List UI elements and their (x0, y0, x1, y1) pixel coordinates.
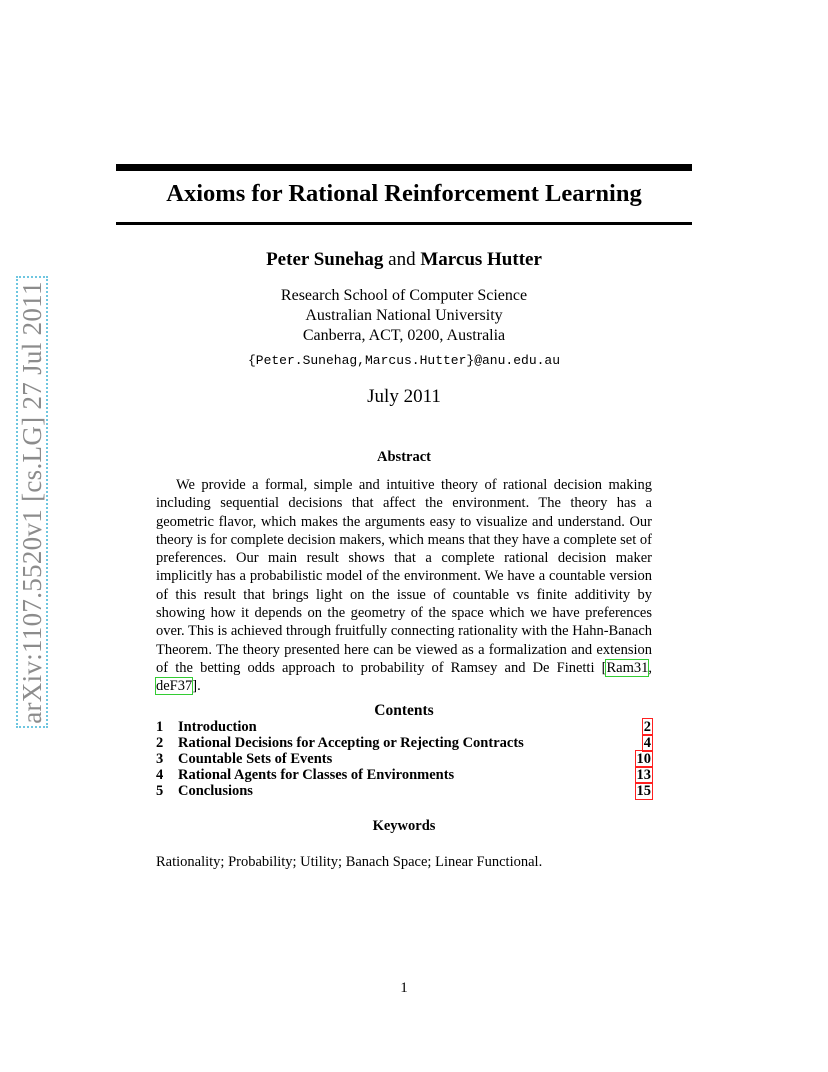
toc-entry-page-link[interactable] (643, 735, 652, 751)
paper-title: Axioms for Rational Reinforcement Learning (166, 180, 642, 207)
contents-heading: Contents (374, 702, 434, 719)
toc-entry-page-link[interactable] (636, 767, 653, 783)
table-of-contents (156, 719, 652, 799)
toc-entry-number: 2 (156, 735, 164, 751)
author-connector: and (388, 249, 416, 270)
toc-entry[interactable] (156, 719, 652, 735)
citation-link-def37[interactable]: deF37 (156, 678, 193, 695)
toc-entry-page-link[interactable] (636, 751, 653, 767)
arxiv-stamp[interactable] (16, 276, 48, 728)
author-2: Marcus Hutter (420, 249, 542, 270)
toc-entry-number: 4 (156, 767, 164, 783)
affiliation-line-1: Research School of Computer Science (280, 287, 528, 304)
toc-entry-number: 5 (156, 783, 164, 799)
toc-page-number: 13 (636, 767, 651, 783)
citation-separator: , (648, 659, 652, 676)
toc-entry[interactable] (156, 735, 652, 751)
keywords-heading: Keywords (372, 818, 436, 834)
abstract-body (156, 476, 652, 696)
affiliation-line-3: Canberra, ACT, 0200, Australia (302, 327, 506, 344)
citation-bracket-close: ]. (192, 678, 201, 695)
toc-entry-title: Introduction (178, 719, 257, 735)
author-1: Peter Sunehag (266, 249, 384, 270)
title-rule-top (116, 164, 692, 171)
abstract-heading: Abstract (377, 449, 431, 465)
author-line (116, 249, 692, 271)
toc-entry-page-link[interactable] (643, 719, 652, 735)
title-rule-bottom (116, 222, 692, 225)
toc-entry-title: Rational Agents for Classes of Environments (178, 767, 455, 783)
affiliation-line-2: Australian National University (305, 307, 503, 324)
toc-entry-number: 3 (156, 751, 164, 767)
citation-bracket-open: [ (601, 659, 607, 676)
abstract-text: We provide a formal, simple and intuitive theory of rational decision making including sequential decisions that affect the environment. The theory has a geometric flavor, which makes the arguments easy to visualize and understand. Our theory is for complete decision makers, which means that they have a complete set of preferences. Our main result shows that a complete rational decision maker implicitly has a probabilistic model of the environment. We have a countable version of this result that brings light on the issue of countable vs finite additivity by showing how it depends on the geometry of the space which we have preferences over. This is achieved through fruitfully connecting rationality with the Hahn-Banach Theorem. The theory presented here can be viewed as a formalization and extension of the betting odds approach to probability of Ramsey and De Finetti (156, 477, 652, 676)
toc-entry-title: Countable Sets of Events (178, 751, 333, 767)
toc-entry[interactable] (156, 783, 652, 799)
toc-page-number: 2 (643, 719, 651, 735)
toc-entry-page-link[interactable] (636, 783, 653, 799)
toc-page-number: 10 (636, 751, 651, 767)
toc-page-number: 4 (643, 735, 651, 751)
arxiv-stamp-text: arXiv:1107.5520v1 [cs.LG] 27 Jul 2011 (16, 280, 47, 724)
toc-entry-title: Rational Decisions for Accepting or Rejecting Contracts (178, 735, 524, 751)
citation-link-ram31[interactable]: Ram31 (606, 659, 649, 676)
author-email: {Peter.Sunehag,Marcus.Hutter}@anu.edu.au (247, 353, 561, 368)
toc-entry[interactable] (156, 767, 652, 783)
toc-entry[interactable] (156, 751, 652, 767)
toc-page-number: 15 (636, 783, 651, 799)
page-number: 1 (400, 980, 408, 996)
toc-entry-title: Conclusions (178, 783, 253, 799)
paper-date: July 2011 (367, 386, 441, 407)
keywords-list: Rationality; Probability; Utility; Banach Space; Linear Functional. (156, 854, 543, 870)
toc-entry-number: 1 (156, 719, 164, 735)
